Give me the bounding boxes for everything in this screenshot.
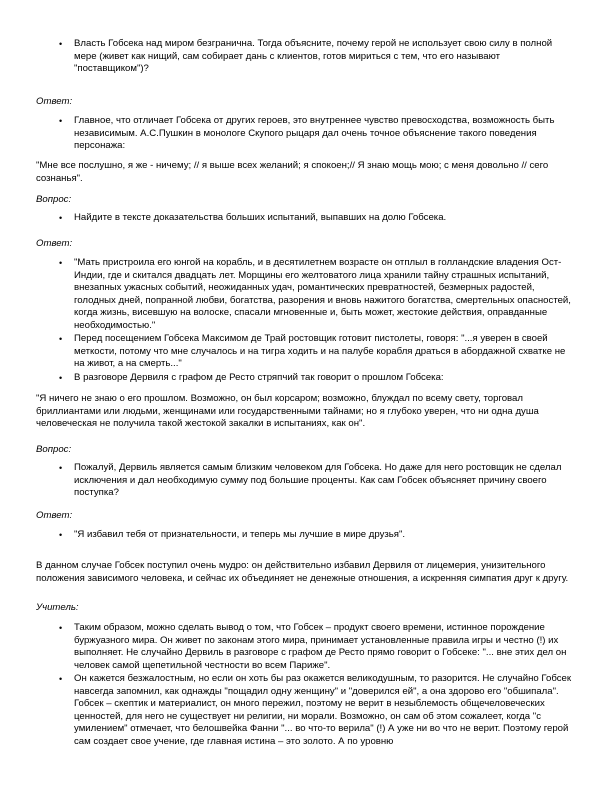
label-answer: Ответ: (36, 96, 73, 107)
bullet-icon: • (59, 258, 63, 268)
label-teacher: Учитель: (36, 602, 79, 613)
bullet-icon: • (59, 674, 63, 684)
label-answer: Ответ: (36, 510, 73, 521)
paragraph-b4: "Мать пристроила его юнгой на корабль, и в десятилетнем возрасте он отплыл в голландские владения Ост-Индии, где и скитался двадцать лет. Морщины его желтоватого лица хранили тайну страшных испытаний, внезапных ужасных событий, неожиданных удач, романтических превратностей, безмерных радостей, голодных дней, попранной любви, богатства, разорения и вновь нажитого богатства, смертельных опасностей, когда жизнь, висевшую на волоске, спасали мгновенные и, быть может, жестокие действия, оправданные необходимостью." (74, 257, 571, 331)
paragraph-b10: Он кажется безжалостным, но если он хоть бы раз окажется великодушным, то разорится. Не случайно Гобсек навсегда запомнил, как однажды "пощадил одну женщину" и "доверился ей", а она здорово его "обшипала". Гобсек – скептик и материалист, он много пережил, поэтому не верит в незыблемость общечеловеческих ценностей, для него не существует ни религии, ни морали. Возможно, он сам об этом сожалеет, когда "с умилением" отмечает, что белошвейка Фанни "... во что-то верила" (!) А уже ни во что не верит. Поэтому герой сам создает свое учение, где главная истина – это золото. А по уровню (74, 673, 572, 747)
paragraph-b8: "Я избавил тебя от признательности, и теперь мы лучшие в мире друзья". (74, 529, 406, 540)
bullet-icon: • (59, 334, 63, 344)
bullet-icon: • (59, 116, 63, 126)
paragraph-summary: В данном случае Гобсек поступил очень мудро: он действительно избавил Дервиля от лицемерия, унизительного положения зависимого человека, и сейчас их объединяет не денежные отношения, а искренняя симпатия друг к другу. (36, 560, 569, 584)
bullet-icon: • (59, 530, 63, 540)
paragraph-quote2: "Я ничего не знаю о его прошлом. Возможно, он был корсаром; возможно, блуждал по всему свету, торговал бриллиантами или людьми, женщинами или государственными тайнами; но я глубоко уверен, что ни одна душа человеческая не получила такой жестокой закалки в испытаниях, как он". (36, 393, 539, 430)
paragraph-b2: Главное, что отличает Гобсека от других героев, это внутреннее чувство превосходства, возможность быть независимым. А.С.Пушкин в монологе Скупого рыцаря дал очень точное объяснение такого поведения персонажа: (74, 115, 555, 152)
bullet-icon: • (59, 213, 63, 223)
paragraph-b5: Перед посещением Гобсека Максимом де Трай ростовщик готовит пистолеты, говоря: "...я уверен в своей меткости, потому что мне случалось и на тигра ходить и на палубе корабля драться в абордажной схватке не на живот, а на смерть..." (74, 333, 566, 370)
paragraph-b3: Найдите в тексте доказательства больших испытаний, выпавших на долю Гобсека. (74, 212, 447, 223)
bullet-icon: • (59, 623, 63, 633)
label-question: Вопрос: (36, 194, 72, 205)
paragraph-b9: Таким образом, можно сделать вывод о том, что Гобсек – продукт своего времени, истинное порождение буржуазного мира. Он живет по законам этого мира, принимает установленные правила игры и честно (!) их выполняет. Не случайно Дервиль в разговоре с графом де Ресто прямо говорит о Гобсеке: "... вне этих дел он человек самой щепетильной честности во всем Париже". (74, 622, 567, 671)
bullet-icon: • (59, 39, 63, 49)
label-answer: Ответ: (36, 238, 73, 249)
bullet-icon: • (59, 373, 63, 383)
label-question: Вопрос: (36, 444, 72, 455)
bullet-icon: • (59, 463, 63, 473)
paragraph-quote1: "Мне все послушно, я же - ничему; // я выше всех желаний; я спокоен;// Я знаю мощь мою; с меня довольно // сего сознанья". (36, 160, 549, 184)
paragraph-b7: Пожалуй, Дервиль является самым близким человеком для Гобсека. Но даже для него ростовщик не сделал исключения и дал необходимую сумму под большие проценты. Как сам Гобсек объясняет причину своего поступка? (74, 462, 562, 499)
paragraph-b1: Власть Гобсека над миром безгранична. Тогда объясните, почему герой не использует свою силу в полной мере (живет как нищий, сам собирает дань с клиентов, готов мириться с тем, что его называют "поставщиком")? (74, 38, 553, 75)
paragraph-b6: В разговоре Дервиля с графом де Ресто стряпчий так говорит о прошлом Гобсека: (74, 372, 444, 383)
